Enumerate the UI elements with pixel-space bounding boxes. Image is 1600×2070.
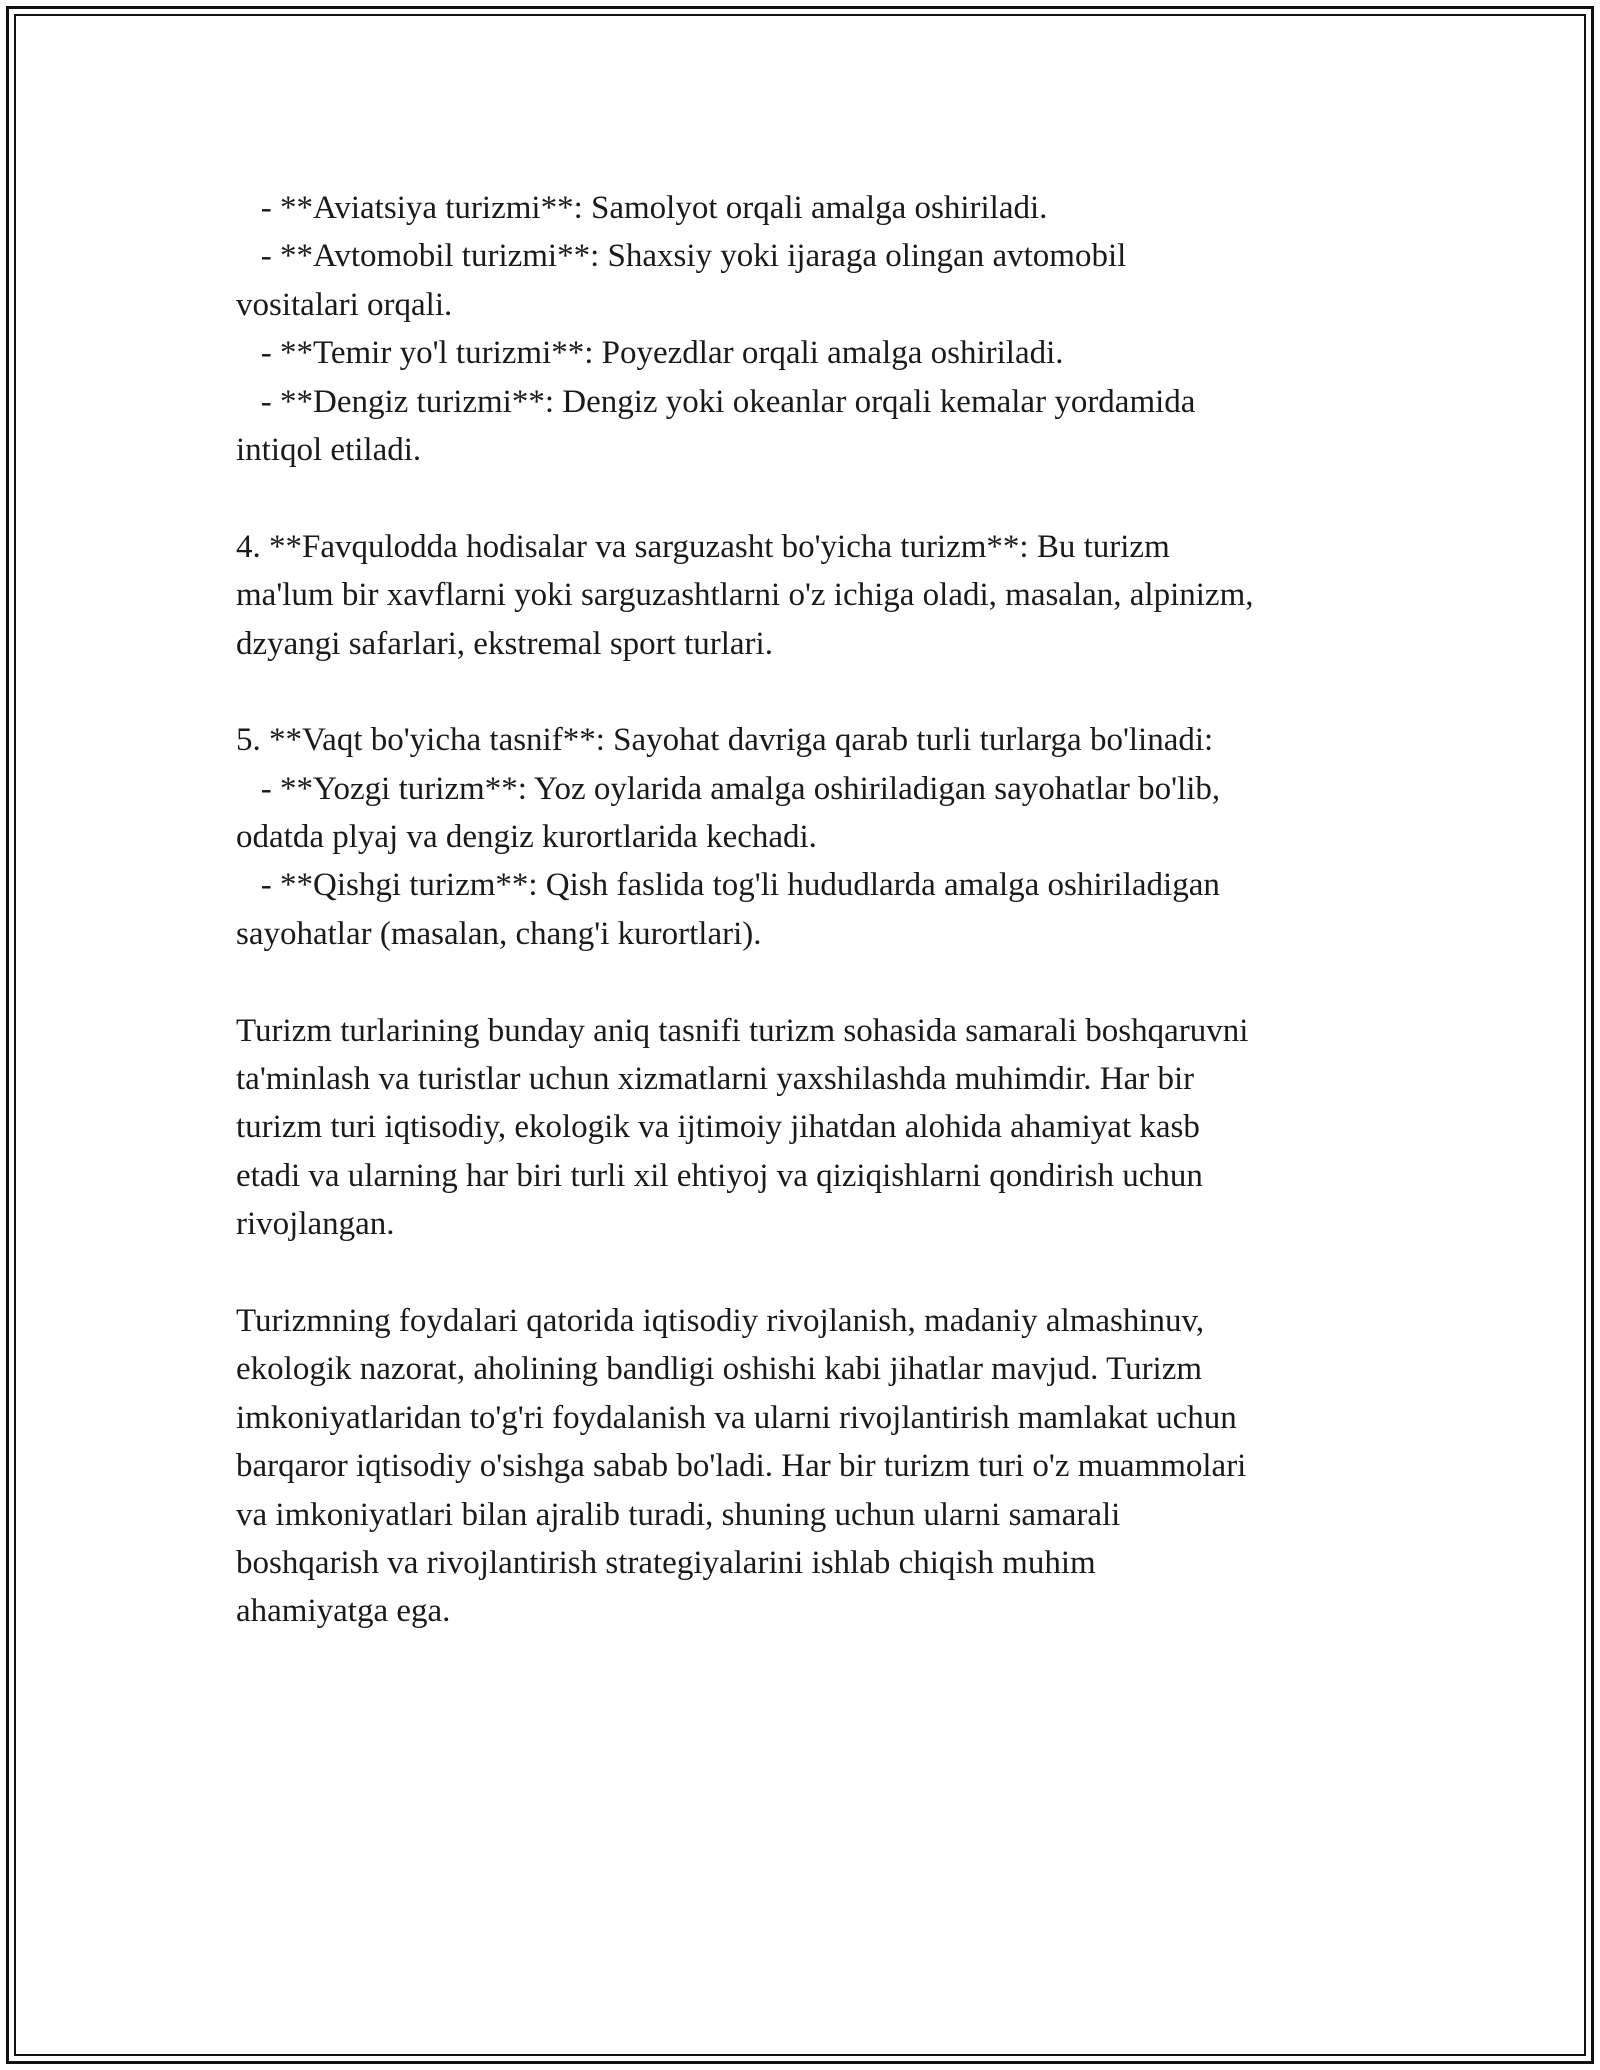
text-line: imkoniyatlaridan to'g'ri foydalanish va ularni rivojlantirish mamlakat uchun bbox=[236, 1399, 1237, 1436]
text-line: va imkoniyatlari bilan ajralib turadi, shuning uchun ularni samarali bbox=[236, 1496, 1121, 1533]
paragraph-gap bbox=[236, 474, 1406, 522]
adventure-tourism-item bbox=[236, 523, 1406, 668]
text-line: boshqarish va rivojlantirish strategiyalarini ishlab chiqish muhim bbox=[236, 1544, 1096, 1581]
text-line: - **Qishgi turizm**: Qish faslida tog'li hududlarda amalga oshiriladigan bbox=[236, 867, 1220, 904]
text-line: odatda plyaj va dengiz kurortlarida kechadi. bbox=[236, 819, 817, 856]
document-body bbox=[236, 184, 1406, 1636]
text-line: vositalari orqali. bbox=[236, 286, 453, 323]
text-line: - **Temir yo'l turizmi**: Poyezdlar orqali amalga oshiriladi. bbox=[236, 335, 1064, 372]
text-line: dzyangi safarlari, ekstremal sport turlari. bbox=[236, 625, 773, 662]
text-line: Turizmning foydalari qatorida iqtisodiy rivojlanish, madaniy almashinuv, bbox=[236, 1302, 1205, 1339]
text-line: intiqol etiladi. bbox=[236, 431, 422, 468]
text-line: 4. **Favqulodda hodisalar va sarguzasht bo'yicha turizm**: Bu turizm bbox=[236, 528, 1170, 565]
text-line: etadi va ularning har biri turli xil ehtiyoj va qiziqishlarni qondirish uchun bbox=[236, 1157, 1203, 1194]
text-line: ta'minlash va turistlar uchun xizmatlarni yaxshilashda muhimdir. Har bir bbox=[236, 1061, 1195, 1098]
paragraph-gap bbox=[236, 668, 1406, 716]
text-line: - **Dengiz turizmi**: Dengiz yoki okeanlar orqali kemalar yordamida bbox=[236, 383, 1196, 420]
transport-tourism-list bbox=[236, 184, 1406, 474]
paragraph-gap bbox=[236, 1249, 1406, 1297]
text-line: ahamiyatga ega. bbox=[236, 1593, 451, 1630]
text-line: - **Avtomobil turizmi**: Shaxsiy yoki ijaraga olingan avtomobil bbox=[236, 238, 1127, 275]
text-line: ekologik nazorat, aholining bandligi oshishi kabi jihatlar mavjud. Turizm bbox=[236, 1351, 1203, 1388]
text-line: - **Yozgi turizm**: Yoz oylarida amalga oshiriladigan sayohatlar bo'lib, bbox=[236, 770, 1221, 807]
text-line: ma'lum bir xavflarni yoki sarguzashtlarni o'z ichiga oladi, masalan, alpinizm, bbox=[236, 577, 1254, 614]
seasonal-tourism-item bbox=[236, 716, 1406, 958]
paragraph-gap bbox=[236, 958, 1406, 1006]
text-line: rivojlangan. bbox=[236, 1206, 395, 1243]
tourism-benefits-paragraph bbox=[236, 1297, 1406, 1636]
text-line: sayohatlar (masalan, chang'i kurortlari). bbox=[236, 915, 762, 952]
classification-summary-paragraph bbox=[236, 1007, 1406, 1249]
text-line: barqaror iqtisodiy o'sishga sabab bo'ladi. Har bir turizm turi o'z muammolari bbox=[236, 1448, 1247, 1485]
text-line: 5. **Vaqt bo'yicha tasnif**: Sayohat davriga qarab turli turlarga bo'linadi: bbox=[236, 722, 1214, 759]
text-line: - **Aviatsiya turizmi**: Samolyot orqali amalga oshiriladi. bbox=[236, 190, 1048, 226]
text-line: Turizm turlarining bunday aniq tasnifi turizm sohasida samarali boshqaruvni bbox=[236, 1012, 1249, 1049]
text-line: turizm turi iqtisodiy, ekologik va ijtimoiy jihatdan alohida ahamiyat kasb bbox=[236, 1109, 1200, 1146]
